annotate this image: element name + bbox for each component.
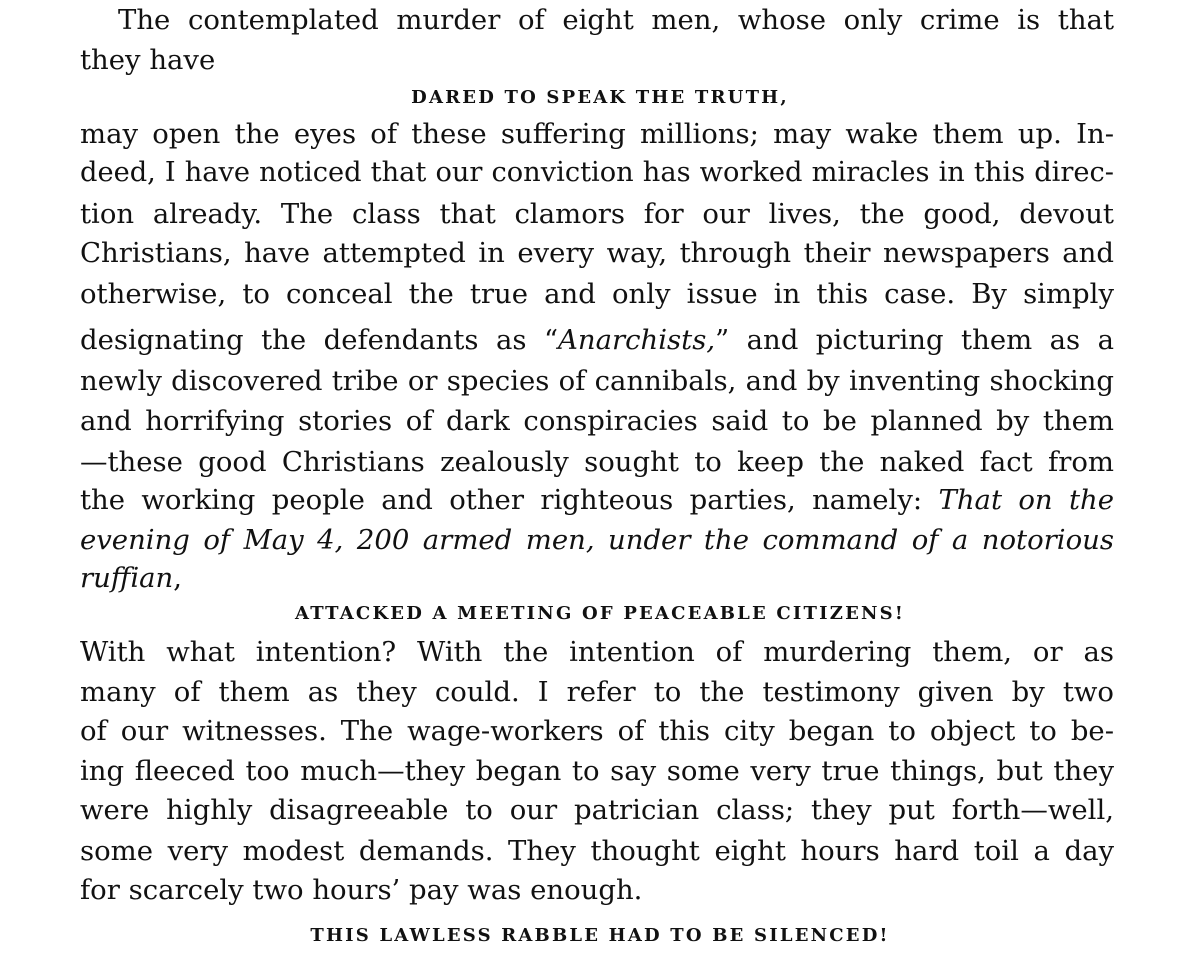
section-heading: THIS LAWLESS RABBLE HAD TO BE SILENCED! <box>310 925 890 946</box>
text-line: newly discovered tribe or species of cannibals, and by inventing shocking <box>80 365 1114 397</box>
text-line: some very modest demands. They thought eight hours hard toil a day <box>80 835 1114 867</box>
text-line: deed, I have noticed that our conviction has worked miracles in this direc- <box>80 157 1114 188</box>
text-line: otherwise, to conceal the true and only issue in this case. By simply <box>80 278 1114 310</box>
section-heading: DARED TO SPEAK THE TRUTH, <box>411 87 789 108</box>
text-line: The contemplated murder of eight men, whose only crime is that <box>118 4 1114 36</box>
text-line: and horrifying stories of dark conspiracies said to be planned by them <box>80 405 1114 437</box>
text-line: With what intention? With the intention of murdering them, or as <box>80 636 1114 668</box>
italic-text: evening of May 4, 200 armed men, under the command of a notorious <box>80 524 1114 556</box>
text-line: tion already. The class that clamors for our lives, the good, devout <box>80 198 1114 230</box>
text-line <box>80 322 1114 358</box>
italic-text: ruffian <box>80 562 174 594</box>
text-line <box>80 482 1114 518</box>
text-segment: ” and picturing them as a <box>715 324 1114 356</box>
text-segment: the working people and other righteous parties, namely: <box>80 484 939 516</box>
italic-term: Anarchists, <box>558 324 716 356</box>
section-heading: ATTACKED A MEETING OF PEACEABLE CITIZENS! <box>295 603 905 624</box>
text-segment: designating the defendants as “ <box>80 324 559 356</box>
text-segment: , <box>173 562 182 594</box>
text-line <box>80 560 1114 596</box>
text-line: ing fleeced too much—they began to say some very true things, but they <box>80 755 1114 787</box>
text-line: Christians, have attempted in every way, through their newspapers and <box>80 237 1114 269</box>
text-line <box>80 522 1114 558</box>
italic-text: That on the <box>938 484 1114 516</box>
text-line: —these good Christians zealously sought to keep the naked fact from <box>80 446 1114 478</box>
text-line: may open the eyes of these suffering millions; may wake them up. In- <box>80 118 1114 150</box>
text-line: for scarcely two hours’ pay was enough. <box>80 874 643 906</box>
text-line: of our witnesses. The wage-workers of this city began to object to be- <box>80 715 1114 747</box>
text-line: were highly disagreeable to our patrician class; they put forth—well, <box>80 794 1114 826</box>
text-line: many of them as they could. I refer to the testimony given by two <box>80 676 1114 708</box>
text-line: they have <box>80 44 216 76</box>
